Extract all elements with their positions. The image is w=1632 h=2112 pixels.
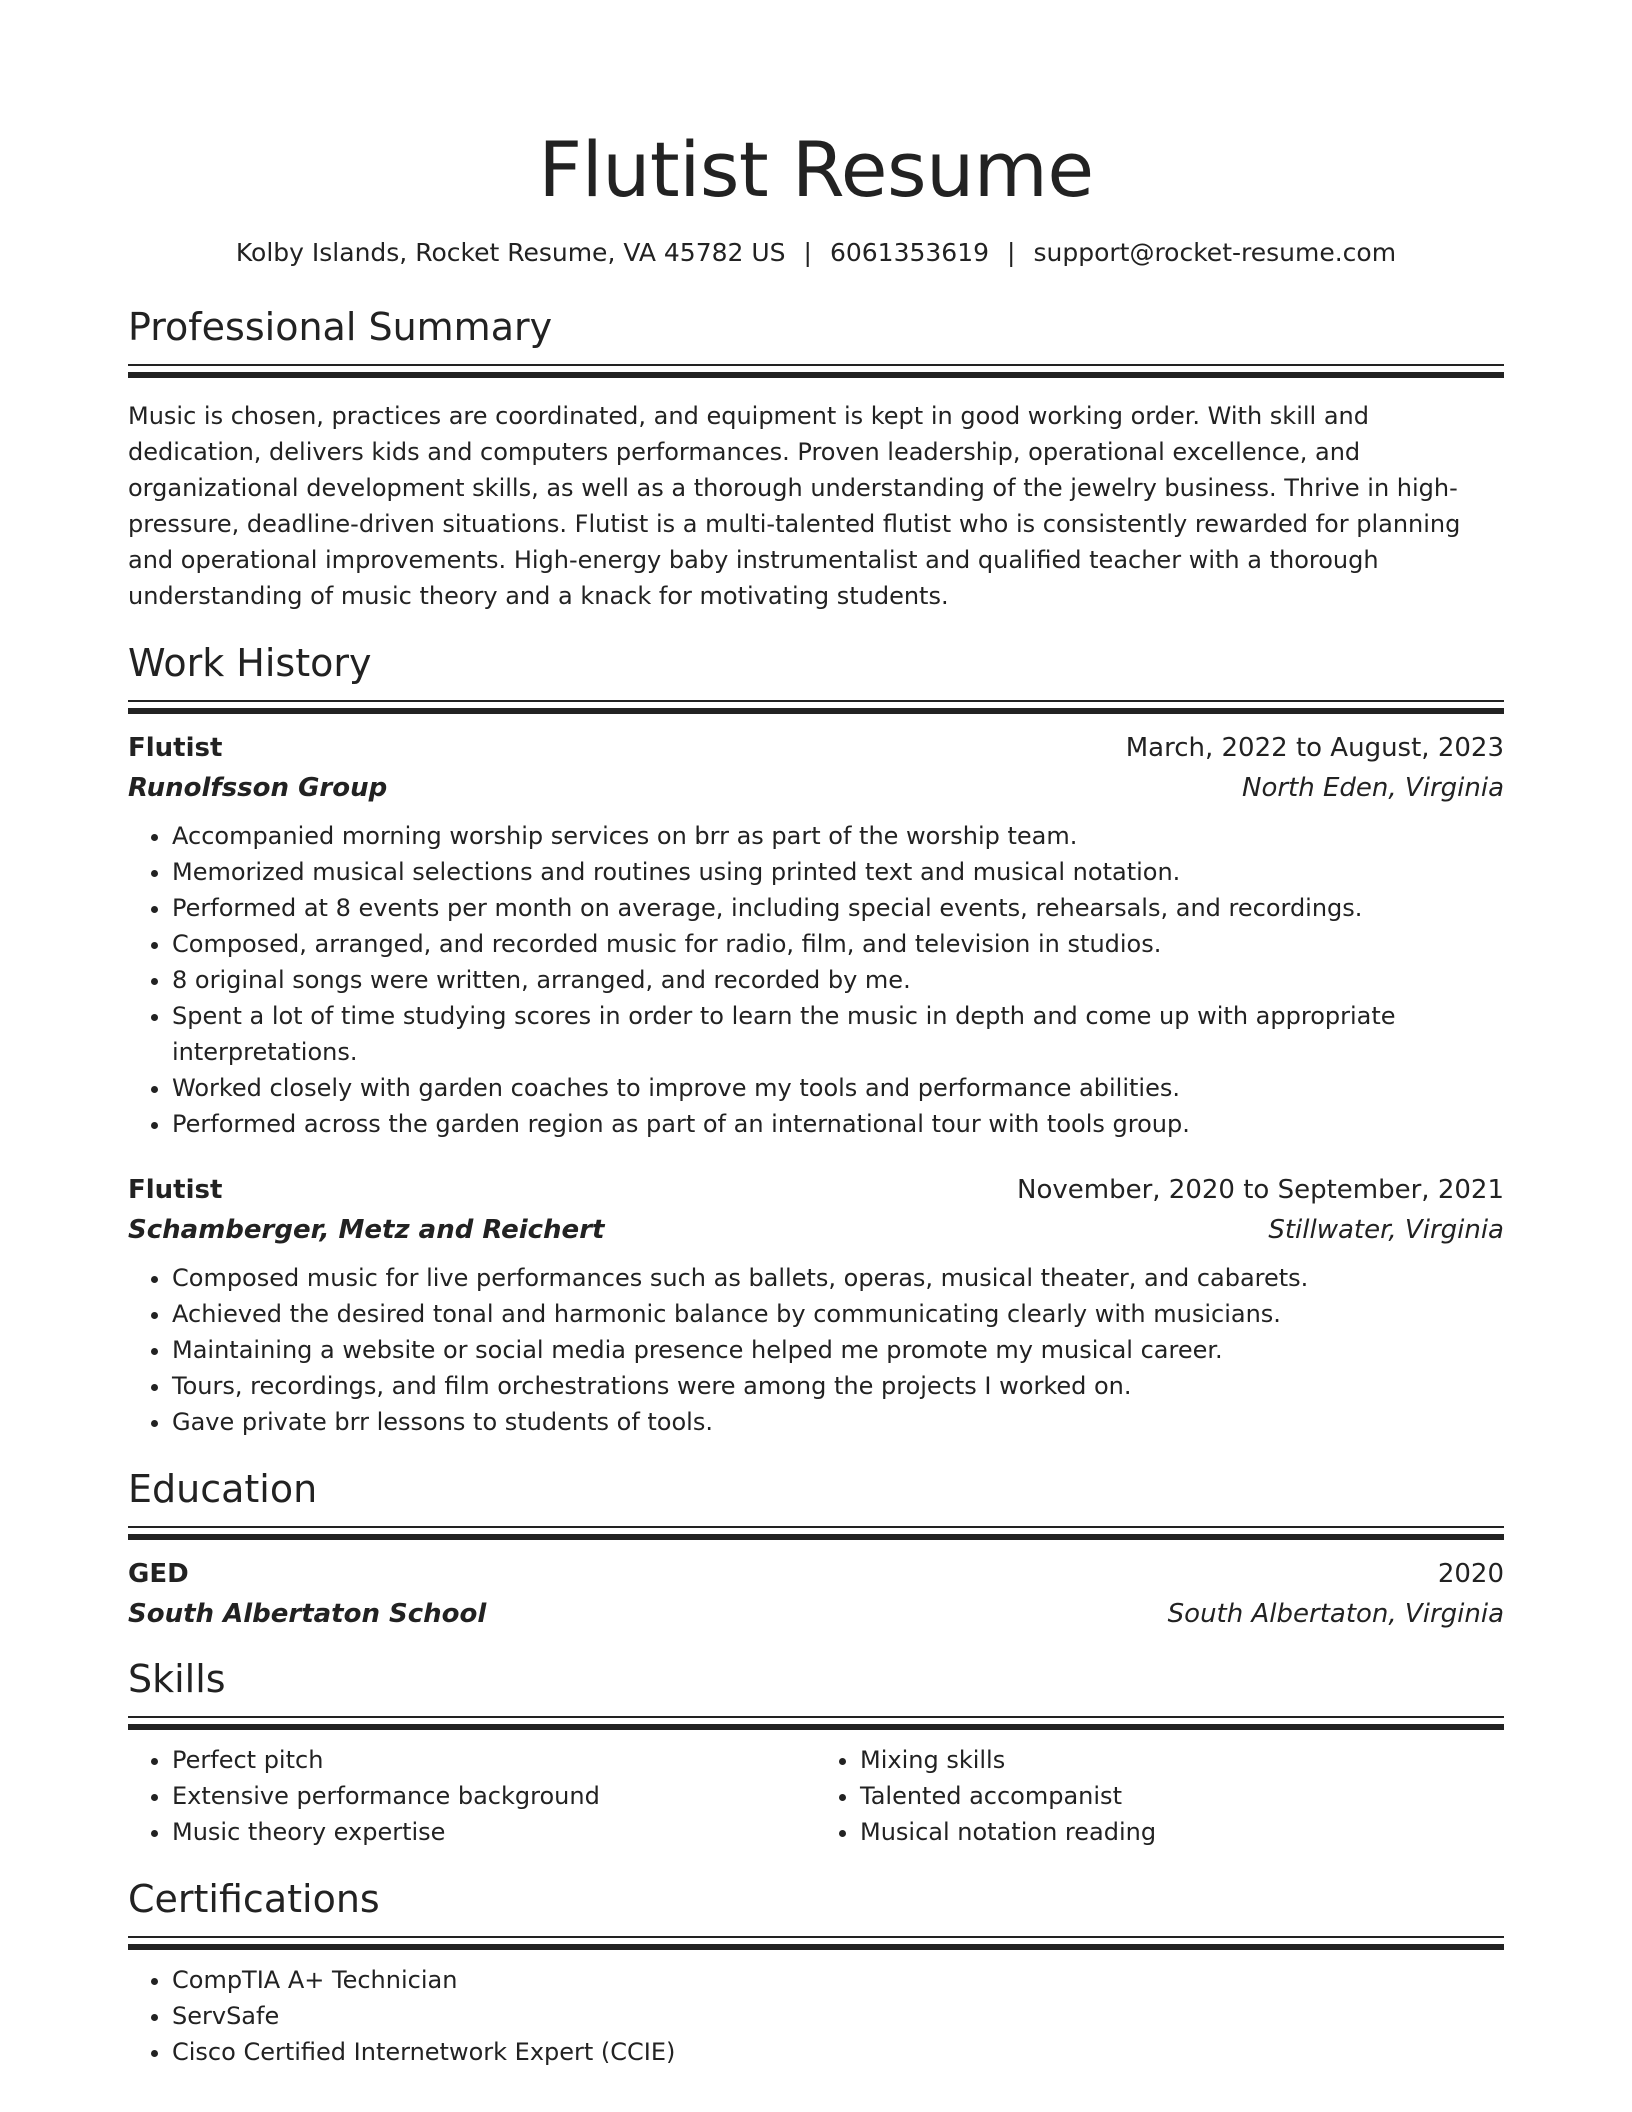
section-divider: [128, 1526, 1504, 1528]
work-history-section: [128, 640, 1504, 1440]
job-duty: • Accompanied morning worship services on brr as part of the worship team.: [172, 818, 1504, 854]
job-duty: • Performed across the garden region as part of an international tour with tools group.: [172, 1106, 1504, 1142]
certifications-heading: Certifications: [128, 1877, 380, 1921]
contact-email: support@rocket-resume.com: [1033, 238, 1397, 267]
job-duty: • Maintaining a website or social media presence helped me promote my musical career.: [172, 1332, 1504, 1368]
job-duty: • Composed music for live performances such as ballets, operas, musical theater, and cabarets.: [172, 1260, 1504, 1296]
education-year: 2020: [1437, 1559, 1504, 1589]
job-entry: [128, 728, 1504, 1142]
section-divider-thick: [128, 708, 1504, 714]
section-divider: [128, 700, 1504, 702]
skills-section: [128, 1656, 1504, 1850]
contact-separator: |: [803, 238, 812, 267]
contact-address: Kolby Islands, Rocket Resume, VA 45782 US: [235, 238, 786, 267]
section-divider-thick: [128, 1944, 1504, 1950]
education-location: South Albertaton, Virginia: [1167, 1599, 1504, 1629]
job-company-row: [128, 1210, 1504, 1250]
section-divider-thick: [128, 1724, 1504, 1730]
skills-heading: Skills: [128, 1657, 226, 1701]
skills-grid: [128, 1742, 1504, 1850]
certification-item: • ServSafe: [172, 1998, 1504, 2034]
job-company-row: [128, 768, 1504, 808]
job-title: Flutist: [128, 1175, 223, 1205]
job-location: North Eden, Virginia: [1242, 773, 1504, 803]
skill-item: • Talented accompanist: [860, 1778, 1504, 1814]
skill-item: • Music theory expertise: [172, 1814, 816, 1850]
job-location: Stillwater, Virginia: [1268, 1215, 1504, 1245]
certification-item: • Cisco Certified Internetwork Expert (CCIE): [172, 2034, 1504, 2070]
section-divider-thick: [128, 372, 1504, 378]
job-duties-list: [128, 818, 1504, 1142]
job-duty: • Spent a lot of time studying scores in order to learn the music in depth and come up with appropriate interpretations.: [172, 998, 1504, 1070]
job-dates: March, 2022 to August, 2023: [1125, 733, 1504, 763]
summary-text: Music is chosen, practices are coordinated, and equipment is kept in good working order. With skill and dedication, delivers kids and computers performances. Proven leadership, operational excellence, and organizational development skills, as well as a thorough understanding of the jewelry business. Thrive in high-pressure, deadline-driven situations. Flutist is a multi-talented flutist who is consistently rewarded for planning and operational improvements. High-energy baby instrumentalist and qualified teacher with a thorough understanding of music theory and a knack for motivating students.: [128, 402, 1461, 610]
job-duty: • 8 original songs were written, arranged, and recorded by me.: [172, 962, 1504, 998]
summary-section: [128, 304, 1504, 614]
job-duty: • Composed, arranged, and recorded music for radio, film, and television in studios.: [172, 926, 1504, 962]
job-duties-list: [128, 1260, 1504, 1440]
education-school-row: [128, 1594, 1504, 1634]
job-header-row: [128, 728, 1504, 768]
summary-heading: Professional Summary: [128, 305, 553, 349]
contact-phone: 6061353619: [829, 238, 990, 267]
job-company: Runolfsson Group: [128, 773, 388, 803]
job-duty: • Performed at 8 events per month on average, including special events, rehearsals, and recordings.: [172, 890, 1504, 926]
section-divider: [128, 1716, 1504, 1718]
section-divider: [128, 1936, 1504, 1938]
job-duty: • Achieved the desired tonal and harmonic balance by communicating clearly with musicians.: [172, 1296, 1504, 1332]
job-dates: November, 2020 to September, 2021: [1017, 1175, 1504, 1205]
job-duty: • Tours, recordings, and film orchestrations were among the projects I worked on.: [172, 1368, 1504, 1404]
skills-list-right: [816, 1742, 1504, 1850]
job-company: Schamberger, Metz and Reichert: [128, 1215, 605, 1245]
education-school: South Albertaton School: [128, 1599, 487, 1629]
education-section: [128, 1466, 1504, 1634]
skill-item: • Extensive performance background: [172, 1778, 816, 1814]
skill-item: • Musical notation reading: [860, 1814, 1504, 1850]
contact-separator: |: [1007, 238, 1016, 267]
work-history-heading: Work History: [128, 641, 372, 685]
certification-item: • CompTIA A+ Technician: [172, 1962, 1504, 1998]
resume-title: Flutist Resume: [538, 125, 1094, 214]
job-duty: • Gave private brr lessons to students of tools.: [172, 1404, 1504, 1440]
skills-list-left: [128, 1742, 816, 1850]
job-title: Flutist: [128, 733, 223, 763]
education-entry: [128, 1554, 1504, 1634]
certifications-list: [128, 1962, 1504, 2070]
section-divider-thick: [128, 1534, 1504, 1540]
job-duty: • Worked closely with garden coaches to improve my tools and performance abilities.: [172, 1070, 1504, 1106]
job-header-row: [128, 1170, 1504, 1210]
skill-item: • Perfect pitch: [172, 1742, 816, 1778]
certifications-section: [128, 1876, 1504, 2070]
contact-line: [128, 236, 1504, 270]
section-divider: [128, 364, 1504, 366]
education-degree: GED: [128, 1559, 189, 1589]
job-duty: • Memorized musical selections and routines using printed text and musical notation.: [172, 854, 1504, 890]
job-entry: [128, 1170, 1504, 1440]
education-header-row: [128, 1554, 1504, 1594]
education-heading: Education: [128, 1467, 318, 1511]
skill-item: • Mixing skills: [860, 1742, 1504, 1778]
